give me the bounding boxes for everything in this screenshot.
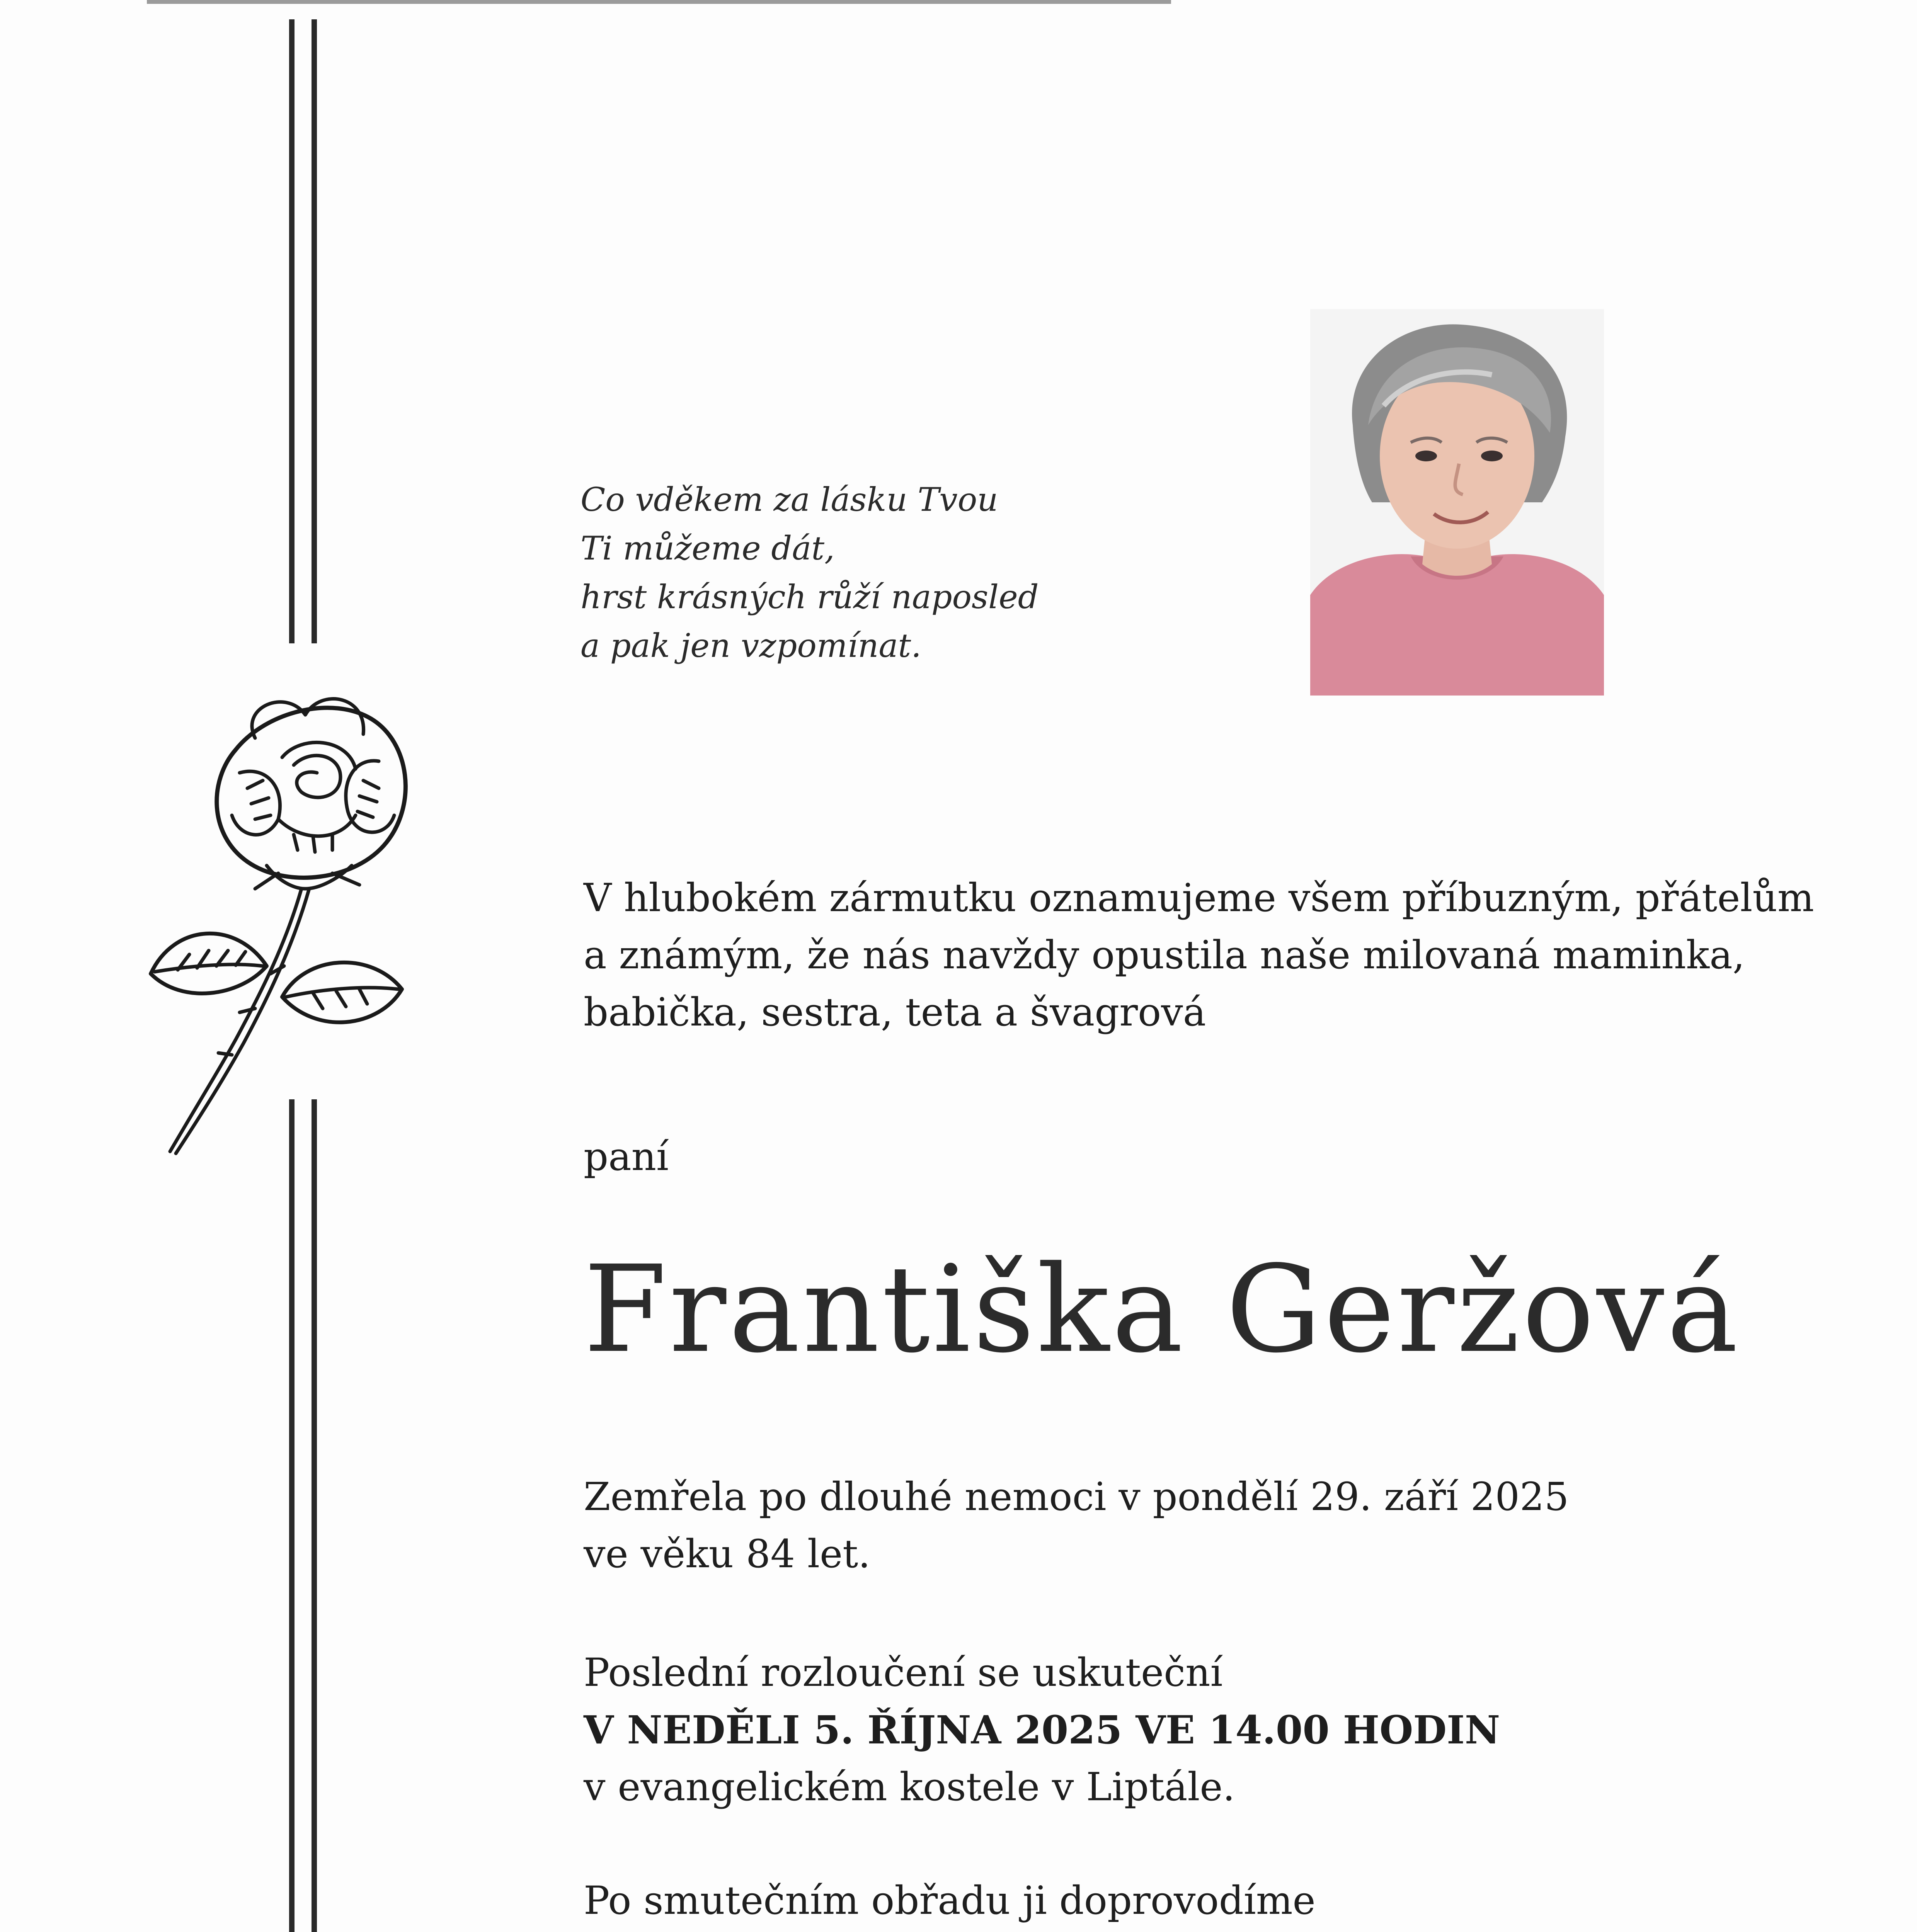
announcement-line: babička, sestra, teta a švagrová [584,990,1206,1035]
poem-line: Co vděkem za lásku Tvou [581,481,998,519]
burial-line [584,1929,1525,1932]
farewell-line: Poslední rozloučení se uskuteční [584,1650,1223,1695]
announcement-line: a známým, že nás navždy opustila naše milovaná maminka, [584,932,1745,978]
portrait-photo [1310,309,1604,696]
deceased-name: Františka Geržová [584,1240,1740,1379]
top-border-line [147,0,1171,4]
burial-info [584,1872,1525,1932]
poem [581,475,1083,670]
vertical-line-left-bottom [289,1099,295,1932]
burial-line: Po smutečním obřadu ji doprovodíme [584,1878,1316,1923]
farewell-info [584,1644,1500,1816]
announcement [584,869,1814,1041]
vertical-line-right-top [312,19,317,643]
rose-icon [139,672,456,1167]
title-prefix: paní [584,1134,669,1179]
poem-line: a pak jen vzpomínat. [581,627,921,665]
death-line: ve věku 84 let. [584,1531,871,1577]
announcement-line: V hlubokém zármutku oznamujeme všem příbuzným, přátelům [584,875,1814,920]
poem-line: hrst krásných růží naposled [581,578,1039,616]
death-line: Zemřela po dlouhé nemoci v pondělí 29. září 2025 [584,1474,1569,1519]
farewell-place: v evangelickém kostele v Liptále. [584,1764,1235,1810]
farewell-date-time: V NEDĚLI 5. ŘÍJNA 2025 VE 14.00 HODIN [584,1707,1500,1753]
vertical-line-left-top [289,19,295,643]
death-notice [584,1468,1569,1583]
poem-line: Ti můžeme dát, [581,529,835,567]
vertical-line-right-bottom [312,1099,317,1932]
